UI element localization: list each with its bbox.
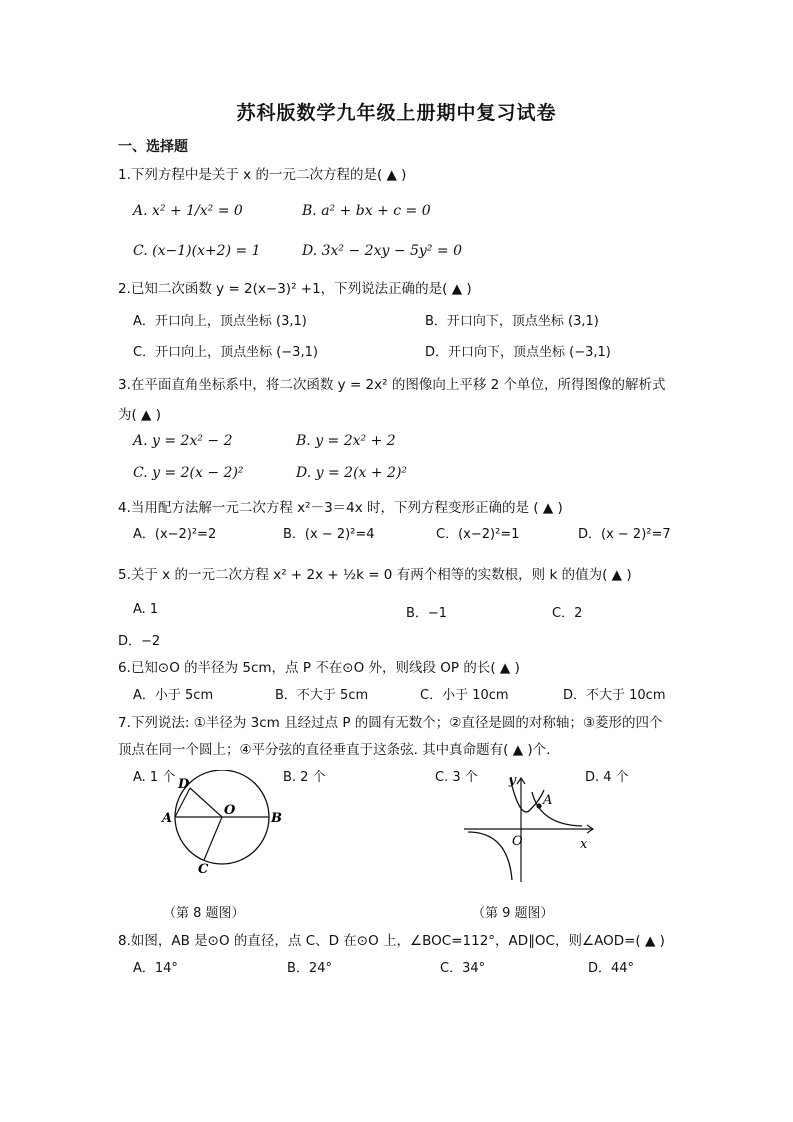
label-o: O: [512, 834, 523, 849]
question-8-option-d: D．44°: [588, 961, 635, 976]
question-4-option-d: D．(x − 2)²=7: [578, 527, 671, 542]
question-6-option-b: B．不大于 5cm: [275, 688, 369, 703]
radius-od: [190, 788, 222, 817]
label-c: C: [198, 862, 209, 877]
figure-9-caption: （第 9 题图）: [472, 906, 554, 921]
question-7-option-c: C. 3 个: [435, 770, 478, 785]
question-2-option-b: B．开口向下，顶点坐标 (3,1): [425, 314, 599, 329]
label-y: y: [509, 773, 517, 788]
question-3-option-c: C. y = 2(x − 2)²: [133, 465, 244, 481]
section-heading: 一、选择题: [118, 139, 188, 155]
question-6-option-c: C．小于 10cm: [420, 688, 509, 703]
page-title: 苏科版数学九年级上册期中复习试卷: [236, 102, 557, 124]
question-7-option-a: A. 1 个: [133, 770, 176, 785]
question-2-stem: 2.已知二次函数 y = 2(x−3)² +1，下列说法正确的是( ▲ ): [118, 281, 472, 297]
question-4-option-c: C．(x−2)²=1: [436, 527, 520, 542]
question-8-option-a: A．14°: [133, 961, 178, 976]
figure-8-circle-diagram: [160, 770, 290, 885]
question-2-option-d: D．开口向下，顶点坐标 (−3,1): [425, 345, 611, 360]
question-5-option-c: C．2: [552, 606, 583, 621]
figure-8-caption: （第 8 题图）: [163, 906, 245, 921]
point-a: [536, 803, 541, 808]
question-2-option-c: C．开口向上，顶点坐标 (−3,1): [133, 345, 318, 360]
question-5-option-a: A. 1: [133, 602, 159, 617]
radius-oc: [204, 817, 222, 860]
question-2-option-a: A．开口向上，顶点坐标 (3,1): [133, 314, 307, 329]
hyperbola-first-quadrant: [532, 792, 582, 826]
question-3-option-d: D. y = 2(x + 2)²: [296, 465, 408, 481]
figure-9-graph: [460, 770, 600, 885]
question-5-option-b: B．−1: [406, 606, 448, 621]
label-b: B: [271, 811, 282, 826]
question-3-option-b: B. y = 2x² + 2: [296, 433, 396, 449]
question-7-option-d: D. 4 个: [585, 770, 629, 785]
label-a: A: [162, 811, 173, 826]
question-8-option-c: C．34°: [440, 961, 486, 976]
question-1-option-b: B. a² + bx + c = 0: [302, 203, 431, 219]
question-7-stem-line-2: 顶点在同一个圆上；④平分弦的直径垂直于这条弦. 其中真命题有( ▲ )个.: [118, 742, 551, 758]
question-1-option-d: D. 3x² − 2xy − 5y² = 0: [302, 243, 462, 259]
label-d: D: [178, 777, 190, 792]
question-7-option-b: B. 2 个: [283, 770, 326, 785]
question-5-stem: 5.关于 x 的一元二次方程 x² + 2x + ½k = 0 有两个相等的实数根，则 k 的值为( ▲ ): [118, 567, 632, 583]
question-3-stem-line-2: 为( ▲ ): [118, 407, 161, 423]
label-a: A: [543, 793, 553, 808]
question-3-option-a: A. y = 2x² − 2: [133, 433, 233, 449]
question-6-option-a: A．小于 5cm: [133, 688, 214, 703]
question-4-option-b: B．(x − 2)²=4: [283, 527, 375, 542]
question-3-stem-line-1: 3.在平面直角坐标系中，将二次函数 y = 2x² 的图像向上平移 2 个单位，所得图像的解析式: [118, 377, 666, 393]
hyperbola-third-quadrant: [468, 832, 512, 880]
question-1-option-c: C. (x−1)(x+2) = 1: [133, 243, 261, 259]
question-8-option-b: B．24°: [287, 961, 332, 976]
question-6-stem: 6.已知⊙O 的半径为 5cm，点 P 不在⊙O 外，则线段 OP 的长( ▲ ): [118, 660, 520, 676]
question-5-option-d: D．−2: [118, 634, 161, 649]
question-4-stem: 4.当用配方法解一元二次方程 x²－3＝4x 时，下列方程变形正确的是 ( ▲ ): [118, 500, 563, 516]
question-1-option-a: A. x² + 1/x² = 0: [133, 203, 243, 219]
question-7-stem-line-1: 7.下列说法: ①半径为 3cm 且经过点 P 的圆有无数个；②直径是圆的对称轴；③菱形的四个: [118, 715, 663, 731]
label-x: x: [580, 837, 588, 852]
question-8-stem: 8.如图，AB 是⊙O 的直径，点 C、D 在⊙O 上，∠BOC=112°，AD∥OC，则∠AOD=( ▲ ): [118, 933, 665, 949]
question-4-option-a: A．(x−2)²=2: [133, 527, 217, 542]
question-6-option-d: D．不大于 10cm: [563, 688, 666, 703]
label-o: O: [224, 803, 236, 818]
question-1-stem: 1.下列方程中是关于 x 的一元二次方程的是( ▲ ): [118, 167, 407, 183]
